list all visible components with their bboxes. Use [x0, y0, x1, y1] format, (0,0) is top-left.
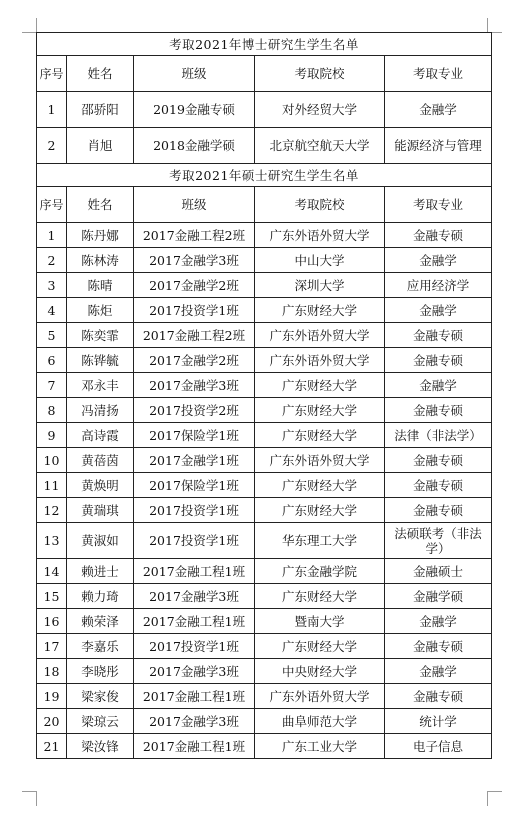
phd-header-row: [37, 56, 492, 92]
table-row: [37, 448, 492, 473]
cell-major: 金融专硕: [385, 473, 492, 498]
table-row: [37, 684, 492, 709]
table-row: [37, 473, 492, 498]
cell-major: 金融专硕: [385, 323, 492, 348]
cell-seq: 19: [37, 684, 67, 709]
table-row: [37, 223, 492, 248]
cell-seq: 17: [37, 634, 67, 659]
cell-major: 金融专硕: [385, 448, 492, 473]
cell-major: 金融学: [385, 609, 492, 634]
cell-major: 能源经济与管理: [385, 128, 492, 164]
cell-name: 陈林涛: [67, 248, 134, 273]
cell-major: 金融学: [385, 298, 492, 323]
page-corner-mark: [22, 791, 37, 806]
cell-school: 深圳大学: [255, 273, 385, 298]
cell-class: 2017金融学1班: [134, 448, 255, 473]
masters-header-row: [37, 187, 492, 223]
cell-school: 暨南大学: [255, 609, 385, 634]
cell-name: 赖进士: [67, 559, 134, 584]
cell-school: 广东财经大学: [255, 398, 385, 423]
table-row: [37, 498, 492, 523]
cell-class: 2017投资学1班: [134, 634, 255, 659]
table-row: [37, 709, 492, 734]
header-major: 考取专业: [385, 56, 492, 92]
table-row: [37, 348, 492, 373]
cell-class: 2017保险学1班: [134, 423, 255, 448]
table-row: [37, 634, 492, 659]
cell-school: 广东财经大学: [255, 423, 385, 448]
table-row: [37, 584, 492, 609]
cell-name: 梁汝锋: [67, 734, 134, 759]
cell-major: 统计学: [385, 709, 492, 734]
cell-name: 陈晴: [67, 273, 134, 298]
cell-school: 华东理工大学: [255, 523, 385, 559]
cell-major: 金融专硕: [385, 498, 492, 523]
cell-seq: 1: [37, 92, 67, 128]
cell-name: 黄瑞琪: [67, 498, 134, 523]
cell-seq: 11: [37, 473, 67, 498]
cell-seq: 10: [37, 448, 67, 473]
cell-seq: 1: [37, 223, 67, 248]
cell-class: 2017金融学3班: [134, 709, 255, 734]
cell-class: 2017金融学3班: [134, 248, 255, 273]
cell-name: 梁琼云: [67, 709, 134, 734]
table-row: [37, 423, 492, 448]
cell-major: 金融硕士: [385, 559, 492, 584]
admission-table: [36, 32, 492, 759]
cell-major: 金融专硕: [385, 634, 492, 659]
cell-class: 2017金融工程1班: [134, 609, 255, 634]
cell-name: 陈铧毓: [67, 348, 134, 373]
cell-seq: 5: [37, 323, 67, 348]
cell-seq: 12: [37, 498, 67, 523]
cell-major: 法硕联考（非法学）: [385, 523, 492, 559]
cell-name: 赖力琦: [67, 584, 134, 609]
cell-seq: 18: [37, 659, 67, 684]
cell-name: 冯清扬: [67, 398, 134, 423]
cell-major: 电子信息: [385, 734, 492, 759]
cell-name: 邵骄阳: [67, 92, 134, 128]
cell-name: 梁家俊: [67, 684, 134, 709]
table-row: [37, 398, 492, 423]
cell-name: 黄焕明: [67, 473, 134, 498]
cell-seq: 14: [37, 559, 67, 584]
cell-class: 2018金融学硕: [134, 128, 255, 164]
cell-seq: 13: [37, 523, 67, 559]
cell-class: 2017金融工程1班: [134, 684, 255, 709]
header-name: 姓名: [67, 187, 134, 223]
cell-seq: 8: [37, 398, 67, 423]
cell-school: 中山大学: [255, 248, 385, 273]
cell-major: 金融学硕: [385, 584, 492, 609]
cell-class: 2017金融学3班: [134, 659, 255, 684]
cell-seq: 9: [37, 423, 67, 448]
header-seq: 序号: [37, 56, 67, 92]
masters-title: 考取2021年硕士研究生学生名单: [37, 164, 492, 187]
page-corner-mark: [487, 18, 502, 33]
cell-seq: 15: [37, 584, 67, 609]
cell-class: 2017金融学3班: [134, 373, 255, 398]
table-row: [37, 128, 492, 164]
cell-school: 曲阜师范大学: [255, 709, 385, 734]
page-corner-mark: [22, 18, 37, 33]
cell-name: 李晓彤: [67, 659, 134, 684]
cell-seq: 3: [37, 273, 67, 298]
table-row: [37, 248, 492, 273]
cell-major: 金融学: [385, 92, 492, 128]
cell-class: 2017投资学1班: [134, 523, 255, 559]
cell-class: 2017金融工程2班: [134, 323, 255, 348]
cell-name: 黄淑如: [67, 523, 134, 559]
cell-major: 金融专硕: [385, 223, 492, 248]
cell-school: 广东财经大学: [255, 584, 385, 609]
cell-seq: 6: [37, 348, 67, 373]
header-school: 考取院校: [255, 56, 385, 92]
cell-name: 陈炬: [67, 298, 134, 323]
table-row: [37, 323, 492, 348]
cell-school: 广东财经大学: [255, 498, 385, 523]
cell-name: 李嘉乐: [67, 634, 134, 659]
cell-school: 广东外语外贸大学: [255, 223, 385, 248]
cell-major: 金融专硕: [385, 684, 492, 709]
page-corner-mark: [487, 791, 502, 806]
cell-major: 金融学: [385, 373, 492, 398]
cell-name: 黄蓓茵: [67, 448, 134, 473]
cell-seq: 7: [37, 373, 67, 398]
cell-major: 应用经济学: [385, 273, 492, 298]
cell-major: 金融专硕: [385, 398, 492, 423]
cell-major: 金融专硕: [385, 348, 492, 373]
cell-name: 邓永丰: [67, 373, 134, 398]
cell-class: 2017投资学1班: [134, 298, 255, 323]
cell-class: 2019金融专硕: [134, 92, 255, 128]
table-row: [37, 659, 492, 684]
header-major: 考取专业: [385, 187, 492, 223]
cell-name: 陈奕霏: [67, 323, 134, 348]
masters-title-row: [37, 164, 492, 187]
cell-seq: 21: [37, 734, 67, 759]
cell-seq: 20: [37, 709, 67, 734]
phd-title: 考取2021年博士研究生学生名单: [37, 33, 492, 56]
cell-major: 金融学: [385, 659, 492, 684]
cell-school: 广东财经大学: [255, 373, 385, 398]
cell-school: 广东外语外贸大学: [255, 348, 385, 373]
header-school: 考取院校: [255, 187, 385, 223]
table-row: [37, 273, 492, 298]
table-row: [37, 373, 492, 398]
header-class: 班级: [134, 56, 255, 92]
cell-major: 法律（非法学）: [385, 423, 492, 448]
cell-school: 广东外语外贸大学: [255, 684, 385, 709]
cell-school: 广东财经大学: [255, 634, 385, 659]
cell-class: 2017金融工程1班: [134, 559, 255, 584]
phd-title-row: [37, 33, 492, 56]
cell-school: 北京航空航天大学: [255, 128, 385, 164]
cell-school: 中央财经大学: [255, 659, 385, 684]
cell-school: 广东财经大学: [255, 298, 385, 323]
table-row: [37, 92, 492, 128]
cell-class: 2017金融学2班: [134, 348, 255, 373]
cell-class: 2017金融工程1班: [134, 734, 255, 759]
cell-name: 陈丹娜: [67, 223, 134, 248]
table-row: [37, 298, 492, 323]
cell-class: 2017金融学2班: [134, 273, 255, 298]
cell-name: 肖旭: [67, 128, 134, 164]
cell-school: 广东外语外贸大学: [255, 323, 385, 348]
cell-seq: 16: [37, 609, 67, 634]
cell-school: 广东金融学院: [255, 559, 385, 584]
cell-name: 高诗霞: [67, 423, 134, 448]
table-row: [37, 523, 492, 559]
cell-name: 赖荣泽: [67, 609, 134, 634]
header-seq: 序号: [37, 187, 67, 223]
cell-class: 2017保险学1班: [134, 473, 255, 498]
cell-class: 2017投资学1班: [134, 498, 255, 523]
cell-class: 2017金融工程2班: [134, 223, 255, 248]
cell-major: 金融学: [385, 248, 492, 273]
cell-school: 广东外语外贸大学: [255, 448, 385, 473]
cell-school: 广东财经大学: [255, 473, 385, 498]
table-row: [37, 559, 492, 584]
table-row: [37, 609, 492, 634]
cell-seq: 2: [37, 248, 67, 273]
header-name: 姓名: [67, 56, 134, 92]
table-row: [37, 734, 492, 759]
cell-school: 对外经贸大学: [255, 92, 385, 128]
header-class: 班级: [134, 187, 255, 223]
cell-class: 2017金融学3班: [134, 584, 255, 609]
cell-seq: 4: [37, 298, 67, 323]
cell-class: 2017投资学2班: [134, 398, 255, 423]
cell-seq: 2: [37, 128, 67, 164]
cell-school: 广东工业大学: [255, 734, 385, 759]
